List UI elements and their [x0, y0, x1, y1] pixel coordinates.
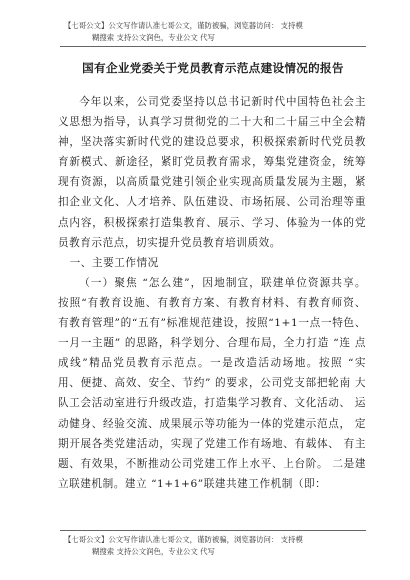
header-line-1: 【七哥公文】公文写作请认准七哥公文，谨防被骗，浏览器访问： 支持模: [64, 21, 303, 30]
document-body: [58, 92, 366, 494]
page-footer: [64, 534, 364, 557]
page-header: [64, 20, 364, 43]
header-divider: [60, 46, 366, 47]
document-title: 国有企业党委关于党员教育示范点建设情况的报告: [82, 61, 344, 75]
intro-paragraph: 今年以来，公司党委坚持以总书记新时代中国特色社会主义思想为指导，认真学习贯彻党的二十大和二十届三中全会精神，坚决落实新时代党的建设总要求，积极探索新时代党员教育新模式、新途径，紧盯党员教育需求，筹集党建资金，统筹现有资源，以高质量党建引领企业实现高质量发展为主题，紧扣企业文化、人才培养、队伍建设、市场拓展、公司治理等重点内容，积极探索打造集教育、展示、学习、体验为一体的党员教育示范点，切实提升党员教育培训质效。: [58, 96, 366, 249]
footer-line-1: 【七哥公文】公文写作请认准七哥公文，谨防被骗，浏览器访问： 支持模: [64, 535, 303, 544]
footer-divider: [60, 530, 366, 531]
footer-line-2: 糊搜索 支持公文润色，专业公文 代写: [92, 546, 215, 556]
header-line-2: 糊搜索 支持公文润色，专业公文 代写: [92, 32, 215, 42]
section-heading: 一、主要工作情况: [69, 256, 159, 269]
body-paragraph: （一）聚焦 “怎么建”，因地制宜，联建单位资源共享。 按照“有教育设施、有教育方案、有教育材料、有教育师资、 有教育管理”的“五有”标准规范建设，按照“1+1一点一特色、 一月一主题” 的思路，科学划分、合理布局，全力打造 “连 点成线”精品党员教育示范点。一是改造活动场地。按照 “实 用、便捷、高效、安全、节约” 的要求，公司党支部把轮南 大队工会活动室进行升级改造，打造集学习教育、文化活动、 运动健身、经验交流、成果展示等功能为一体的党建示范点， 定期开展各类党建活动，实现了党建工作有场地、有载体、 有主题、有效果，不断推动公司党建工作上水平、上台阶。 二是建立联建机制。建立 “1+1+6”联建共建工作机制（即：: [58, 276, 366, 490]
